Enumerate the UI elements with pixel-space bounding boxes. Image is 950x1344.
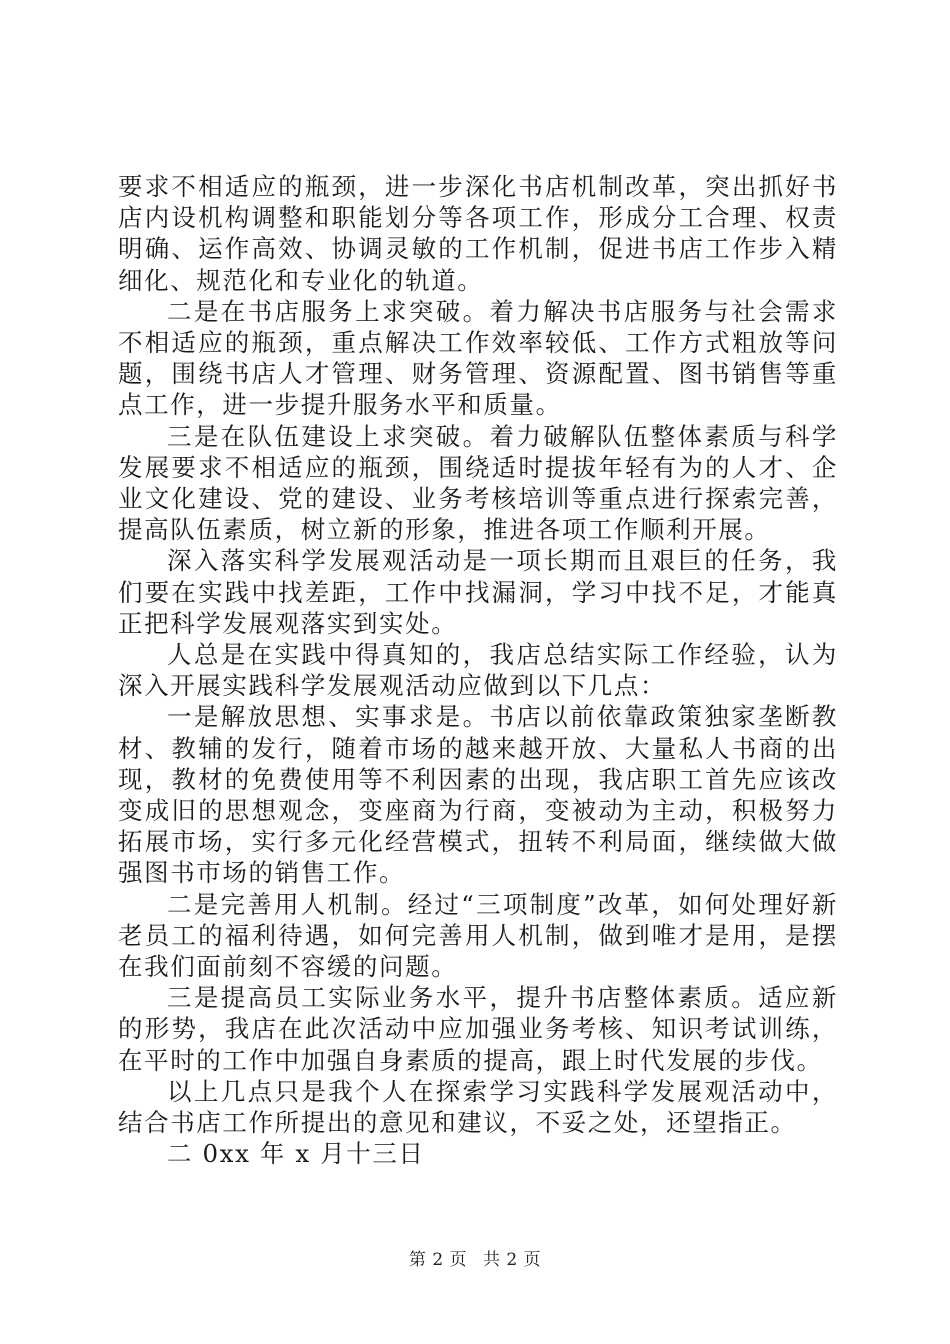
paragraph-continued: 要求不相适应的瓶颈，进一步深化书店机制改革，突出抓好书店内设机构调整和职能划分等各项工作，形成分工合理、权责明确、运作高效、协调灵敏的工作机制，促进书店工作步入精细化、规范化和专业化的轨道。 <box>118 172 838 295</box>
paragraph: 二是完善用人机制。经过“三项制度”改革，如何处理好新老员工的福利待遇，如何完善用人机制，做到唯才是用，是摆在我们面前刻不容缓的问题。 <box>118 889 838 982</box>
page-total: 共 2 页 <box>482 1250 542 1270</box>
page-number: 第 2 页 <box>408 1250 468 1270</box>
document-date: 二 0xx 年 x 月十三日 <box>167 1139 425 1169</box>
paragraph: 一是解放思想、实事求是。书店以前依靠政策独家垄断教材、教辅的发行，随着市场的越来越开放、大量私人书商的出现，教材的免费使用等不利因素的出现，我店职工首先应该改变成旧的思想观念，变座商为行商，变被动为主动，积极努力拓展市场，实行多元化经营模式，扭转不利局面，继续做大做强图书市场的销售工作。 <box>118 702 838 888</box>
page-footer <box>0 1245 950 1270</box>
paragraph: 以上几点只是我个人在探索学习实践科学发展观活动中，结合书店工作所提出的意见和建议，不妥之处，还望指正。 <box>118 1076 838 1138</box>
paragraph: 三是在队伍建设上求突破。着力破解队伍整体素质与科学发展要求不相适应的瓶颈，围绕适时提拔年轻有为的人才、企业文化建设、党的建设、业务考核培训等重点进行探索完善，提高队伍素质，树立新的形象，推进各项工作顺利开展。 <box>118 421 838 545</box>
paragraph: 人总是在实践中得真知的，我店总结实际工作经验，认为深入开展实践科学发展观活动应做到以下几点： <box>118 640 838 701</box>
paragraph: 深入落实科学发展观活动是一项长期而且艰巨的任务，我们要在实践中找差距，工作中找漏洞，学习中找不足，才能真正把科学发展观落实到实处。 <box>118 546 838 638</box>
document-body <box>118 171 838 1170</box>
paragraph: 二是在书店服务上求突破。着力解决书店服务与社会需求不相适应的瓶颈，重点解决工作效率较低、工作方式粗放等问题，围绕书店人才管理、财务管理、资源配置、图书销售等重点工作，进一步提升服务水平和质量。 <box>118 296 838 420</box>
paragraph: 三是提高员工实际业务水平，提升书店整体素质。适应新的形势，我店在此次活动中应加强业务考核、知识考试训练，在平时的工作中加强自身素质的提高，跟上时代发展的步伐。 <box>118 983 838 1075</box>
